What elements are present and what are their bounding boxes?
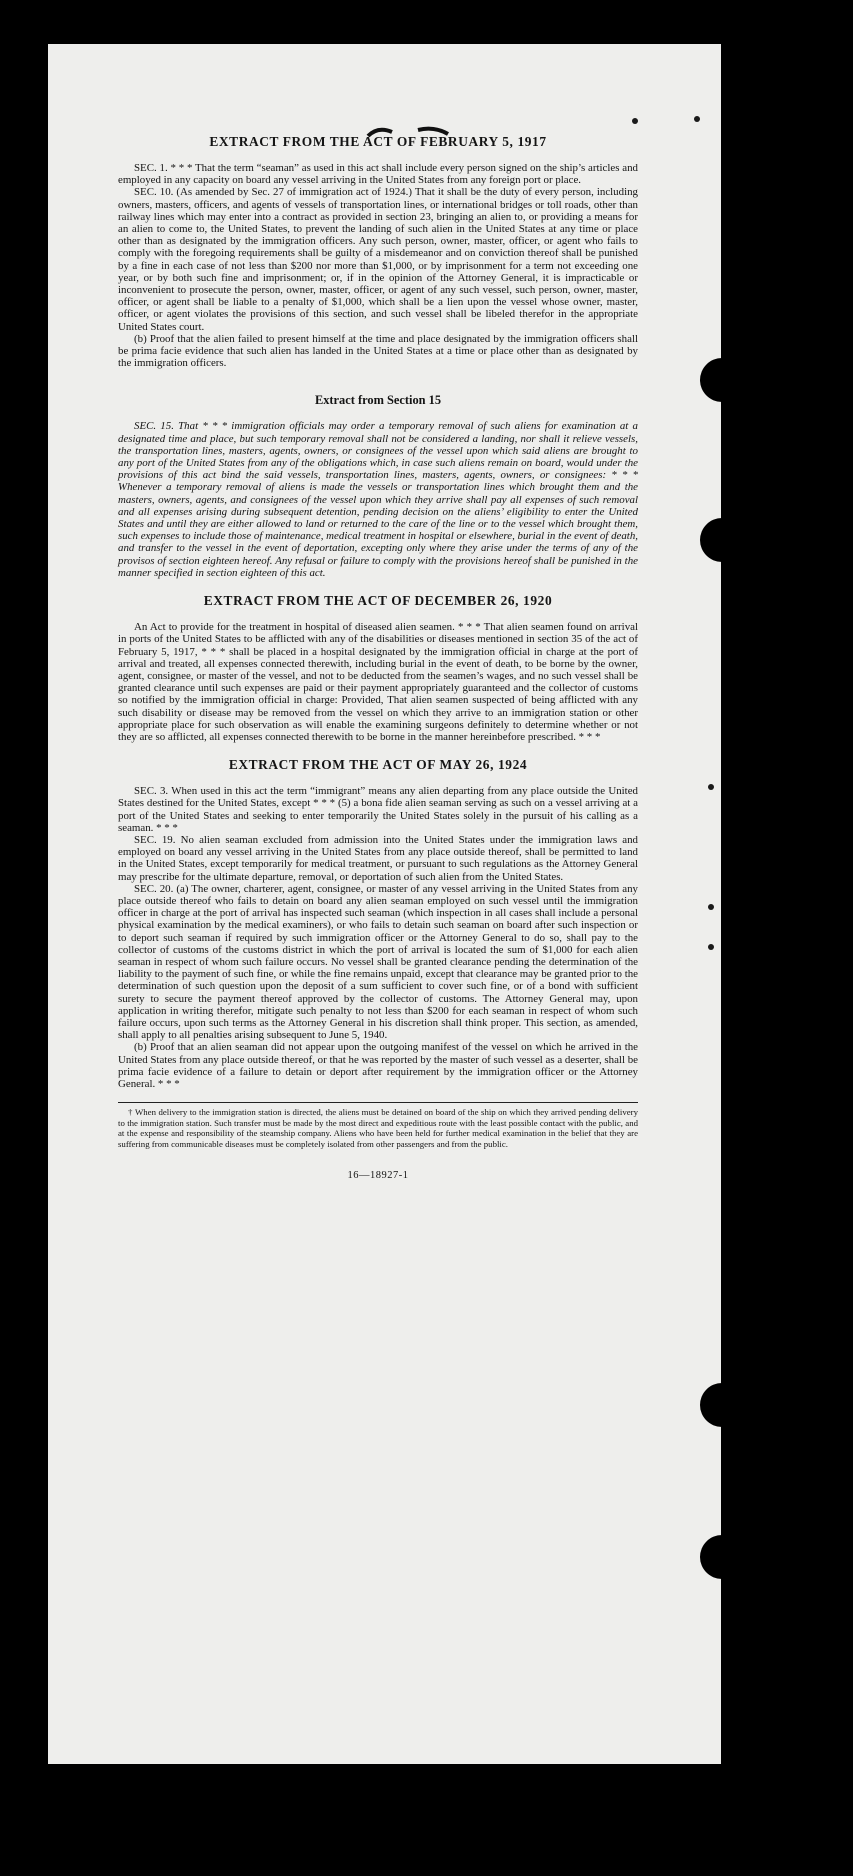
speck-mark xyxy=(708,904,714,910)
sections-container xyxy=(118,134,638,1090)
punch-hole xyxy=(700,1383,744,1427)
speck-mark xyxy=(708,944,714,950)
paragraph: SEC. 10. (As amended by Sec. 27 of immigration act of 1924.) That it shall be the duty of every person, including owners, masters, officers, and agents of vessels of transportation lines, or international bridges or toll roads, other than railway lines which may enter into a contract as provided in section 23, bringing an alien to, or providing a means for an alien to come to, the United States, to prevent the landing of such alien in the United States at any time or place other than as designated by the immigration officers. Any such person, owner, master, officer, or agent who fails to comply with the foregoing requirements shall be guilty of a misdemeanor and on conviction thereof shall be punished by a fine in each case of not less than $200 nor more than $1,000, or by imprisonment for a term not exceeding one year, or by both such fine and imprisonment; or, if in the opinion of the Attorney General, it is impracticable or inconvenient to prosecute the person, owner, master, officer, or agent of any such vessel, such person, owner, master, officer, or agent shall be liable to a penalty of $1,000, which shall be a lien upon the vessel whose owner, master, officer, or agent violates the provisions of this section, and such vessel shall be libeled therefor in the appropriate United States court. xyxy=(118,186,638,333)
section-heading: EXTRACT FROM THE ACT OF FEBRUARY 5, 1917 xyxy=(209,134,547,149)
speck-mark xyxy=(694,116,700,122)
document-number: 16—18927-1 xyxy=(347,1169,409,1181)
section-heading: EXTRACT FROM THE ACT OF DECEMBER 26, 1920 xyxy=(203,593,553,609)
paragraph: SEC. 3. When used in this act the term “immigrant” means any alien departing from any place outside the United States destined for the United States, except * * * (5) a bona fide alien seaman serving as such on a vessel arriving at a port of the United States and seeking to enter temporarily the United States solely in the pursuit of his calling as a seaman. * * * xyxy=(118,785,638,834)
footnote-text: † When delivery to the immigration station is directed, the aliens must be detained on board of the ship on which they arrived pending delivery to the immigration station. Such transfer must be made by the most direct and expeditious route with the least possible contact with the public, and at the expense and responsibility of the steamship company. Aliens who have been held for further medical examination in the belief that they are suffering from communicable diseases must be completely isolated from other passengers and from the public. xyxy=(118,1107,638,1149)
paragraph: SEC. 19. No alien seaman excluded from admission into the United States under the immigration laws and employed on board any vessel arriving in the United States from any place outside thereof, shall be permitted to land in the United States, except temporarily for medical treatment, or pursuant to such regulations as the Attorney General may prescribe for the ultimate departure, removal, or deportation of such alien from the United States. xyxy=(118,833,638,883)
section-spacer xyxy=(118,743,638,757)
section-heading: EXTRACT FROM THE ACT OF MAY 26, 1924 xyxy=(228,757,528,773)
punch-hole xyxy=(700,358,744,402)
speck-mark xyxy=(632,118,638,124)
footnote xyxy=(118,1102,638,1149)
paragraph: (b) Proof that the alien failed to present himself at the time and place designated by the immigration officers shall be prima facie evidence that such alien has landed in the United States at a time or place other than as designated by the immigration officers. xyxy=(118,332,638,370)
document-body xyxy=(118,134,638,1181)
document-page xyxy=(48,44,721,1764)
punch-hole xyxy=(700,518,744,562)
section-subheading: Extract from Section 15 xyxy=(314,393,442,408)
punch-hole xyxy=(700,1535,744,1579)
paragraph: SEC. 15. That * * * immigration officials may order a temporary removal of such aliens for examination at a designated time and place, but such temporary removal shall not be considered a landing, nor shall it relieve vessels, the transportation lines, masters, agents, owners, or consignees of the vessel upon which said aliens are brought to any port of the United States from any of the obligations which, in case such aliens remain on board, would under the provisions of this act bind the said vessels, transportation lines, masters, agents, owners, or consignees: * * * Whenever a temporary removal of aliens is made the vessels or transportation lines which brought them and the masters, owners, agents, and consignees of the vessel upon which they arrive shall pay all expenses of such removal and all expenses arising during subsequent detention, pending decision on the aliens’ eligibility to enter the United States and until they are either allowed to land or returned to the care of the line or to the vessel which brought them, such expenses to include those of maintenance, medical treatment in hospital or elsewhere, burial in the event of death, and transfer to the vessel in the event of deportation, excepting only where they arise under the terms of any of the provisos of section eighteen hereof. Any refusal or failure to comply with the provisions hereof shall be punished in the manner specified in section eighteen of this act. xyxy=(118,420,638,579)
section-spacer xyxy=(118,579,638,593)
speck-mark xyxy=(708,784,714,790)
paragraph: SEC. 20. (a) The owner, charterer, agent, consignee, or master of any vessel arriving in the United States from any place outside thereof who fails to detain on board any alien seaman employed on such vessel until the immigration officer in charge at the port of arrival has inspected such seaman (which inspection in all cases shall include a personal physical examination by the medical examiners), or who fails to detain such seaman on board after such inspection or to deport such seaman if required by such immigration officer or the Attorney General to do so, shall pay to the collector of customs of the customs district in which the port of arrival is located the sum of $1,000 for each alien seaman in respect of whom such failure occurs. No vessel shall be granted clearance pending the determination of the liability to the payment of such fine, or while the fine remains unpaid, except that clearance may be granted prior to the determination of such question upon the deposit of a sum sufficient to cover such fine, or of a bond with sufficient surety to secure the payment thereof approved by the collector of customs. The Attorney General may, upon application in writing therefor, mitigate such penalty to not less than $200 for each seaman in respect of whom such failure occurs, upon such terms as the Attorney General in his discretion shall think proper. This section, as amended, shall apply to all penalties arising subsequent to June 5, 1940. xyxy=(118,882,638,1042)
paragraph: An Act to provide for the treatment in hospital of diseased alien seamen. * * * That alien seamen found on arrival in ports of the United States to be afflicted with any of the disabilities or diseases mentioned in section 35 of the act of February 5, 1917, * * * shall be placed in a hospital designated by the immigration official in charge at the port of arrival and treated, all expenses connected therewith, including burial in the event of death, to be borne by the owner, agent, consignee, or master of the vessel, and not to be deducted from the seamen’s wages, and no such vessel shall be granted clearance until such expenses are paid or their payment appropriately guaranteed and the collector of customs so notified by the immigration official in charge: Provided, That alien seamen suspected of being afflicted with any such disability or disease may be removed from the vessel on which they arrive to an immigration station or other appropriate place for such observation as will enable the examining surgeons definitely to determine whether or not they are so afflicted, all expenses connected therewith to be borne in the manner hereinbefore prescribed. * * * xyxy=(118,621,638,743)
paragraph: (b) Proof that an alien seaman did not appear upon the outgoing manifest of the vessel on which he arrived in the United States from any place outside thereof, or that he was reported by the master of such vessel as a deserter, shall be prima facie evidence of a failure to detain or deport after requirement by the immigration officer or the Attorney General. * * * xyxy=(118,1041,638,1090)
section-spacer xyxy=(118,369,638,383)
paragraph: SEC. 1. * * * That the term “seaman” as used in this act shall include every person signed on the ship’s articles and employed in any capacity on board any vessel arriving in the United States from any foreign port or place. xyxy=(118,162,638,187)
